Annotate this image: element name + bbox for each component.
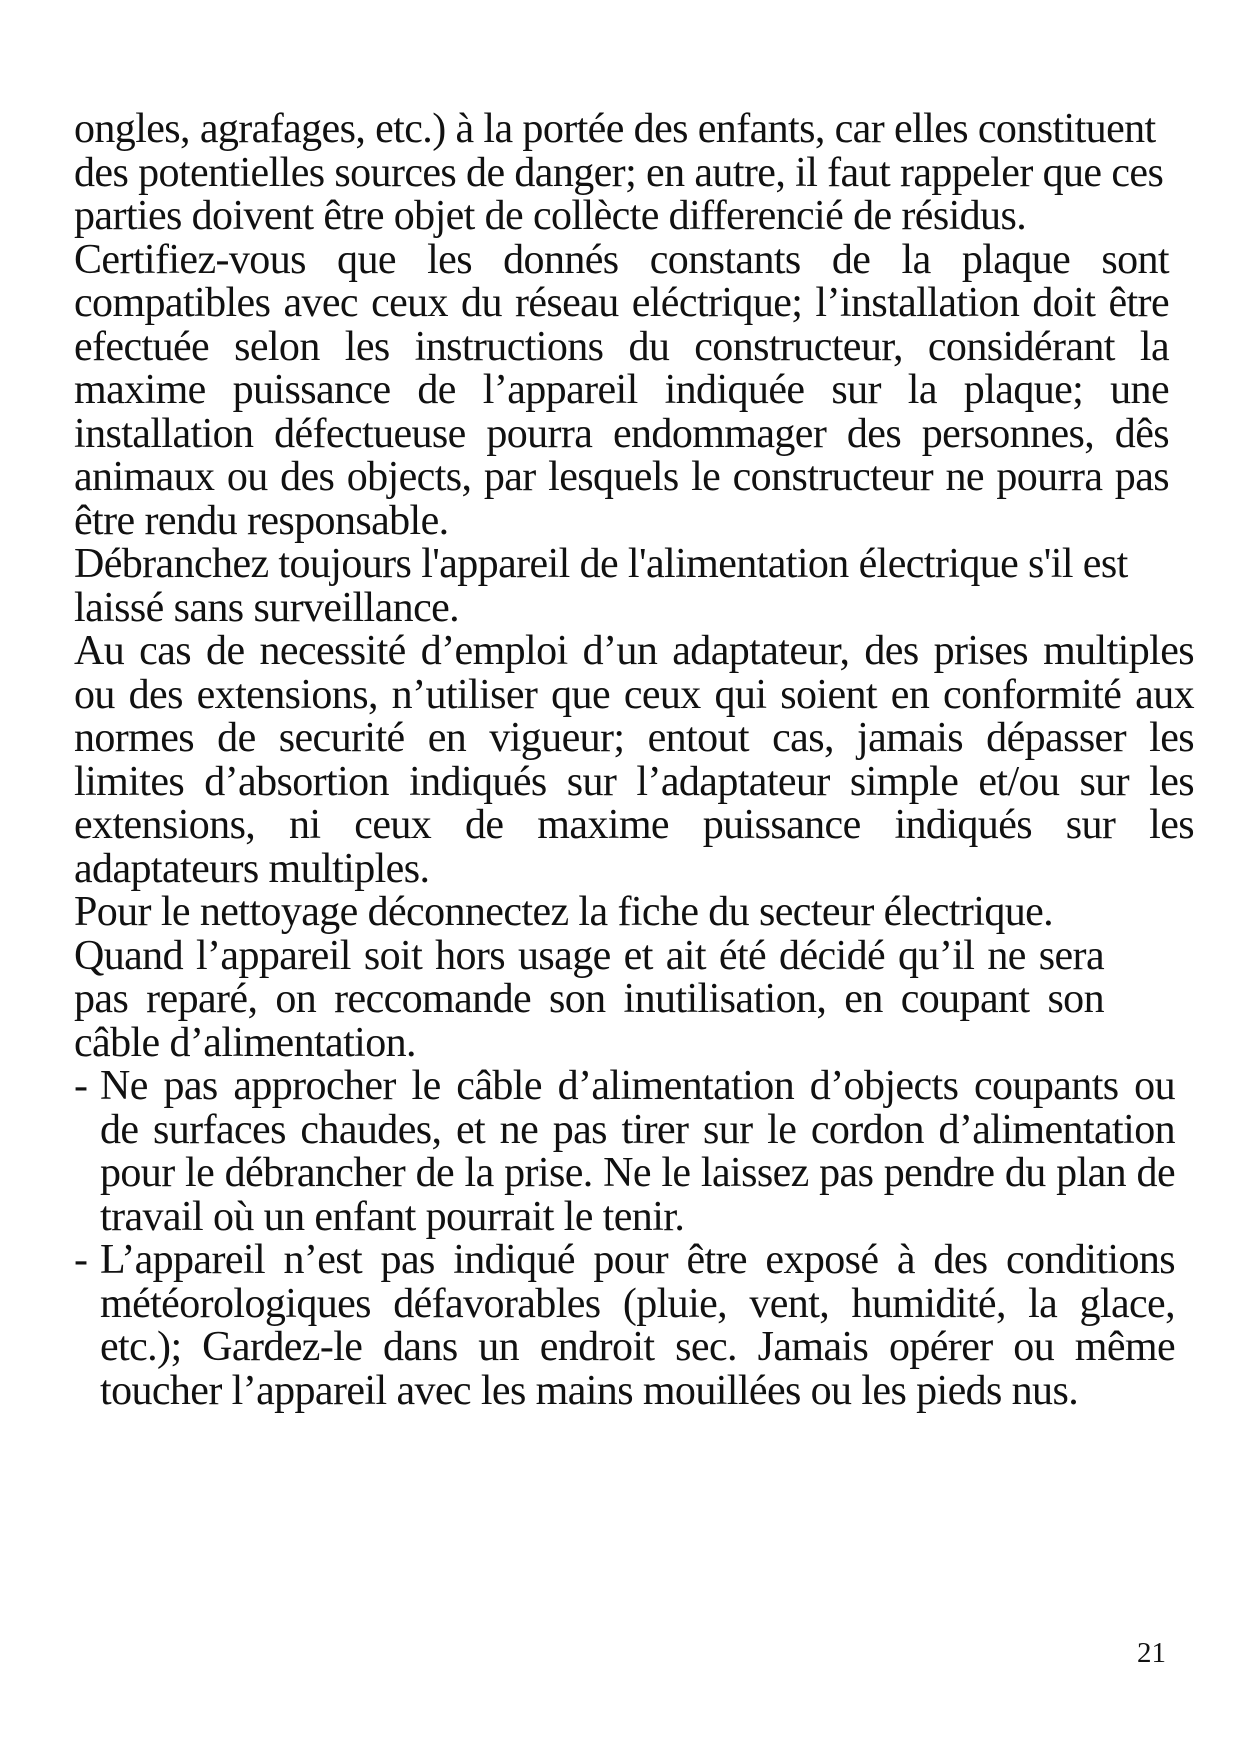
paragraph-installation-plate: Certifiez-vous que les donnés constants de la plaque sont compatibles avec ceux du réseau eléctrique; l’installation doit être efectuée selon les instructions du constructeur, considérant la maxime puissance de l’appareil indiquée sur la plaque; une installation défectueuse pourra endommager des personnes, dês animaux ou des objects, par lesquels le constructeur ne pourra pas être rendu responsable. <box>74 236 1169 544</box>
paragraph-disposal: Quand l’appareil soit hors usage et ait été décidé qu’il ne sera pas reparé, on reccomande son inutilisation, en coupant son câble d’alimentation. <box>74 932 1104 1066</box>
list-bullet: - <box>74 1063 88 1109</box>
paragraph-cleaning: Pour le nettoyage déconnectez la fiche du secteur électrique. <box>74 889 1054 935</box>
paragraph-small-parts-warning: ongles, agrafages, etc.) à la portée des enfants, car elles constituent des potentielles sources de danger; en autre, il faut rappeler que ces parties doivent être objet de collècte differencié de résidus. <box>74 106 1164 239</box>
paragraph-unplug-unattended: Débranchez toujours l'appareil de l'alimentation électrique s'il est laissé sans surveillance. <box>74 541 1128 631</box>
list-bullet: - <box>74 1237 88 1283</box>
list-item-text: Ne pas approcher le câble d’alimentation d’objects coupants ou de surfaces chaudes, et ne pas tirer sur le cordon d’alimentation pour le débrancher de la prise. Ne le laissez pas pendre du plan de travail où un enfant pourrait le tenir. <box>100 1063 1175 1240</box>
paragraph-adapter-usage: Au cas de necessité d’emploi d’un adaptateur, des prises multiples ou des extensions, n’utiliser que ceux qui soient en conformité aux normes de securité en vigueur; entout cas, jamais dépasser les limites d’absortion indiqués sur l’adaptateur simple et/ou sur les extensions, ni ceux de maxime puissance indiqués sur les adaptateurs multiples. <box>74 628 1194 892</box>
document-page <box>74 108 1194 1413</box>
list-item-weather-conditions <box>74 1239 1175 1413</box>
list-item-cable-safety <box>74 1065 1175 1239</box>
list-item-text: L’appareil n’est pas indiqué pour être exposé à des conditions météorologiques défavorables (pluie, vent, humidité, la glace, etc.); Gardez-le dans un endroit sec. Jamais opérer ou même toucher l’appareil avec les mains mouillées ou les pieds nus. <box>100 1237 1175 1414</box>
page-number: 21 <box>1137 1637 1166 1669</box>
